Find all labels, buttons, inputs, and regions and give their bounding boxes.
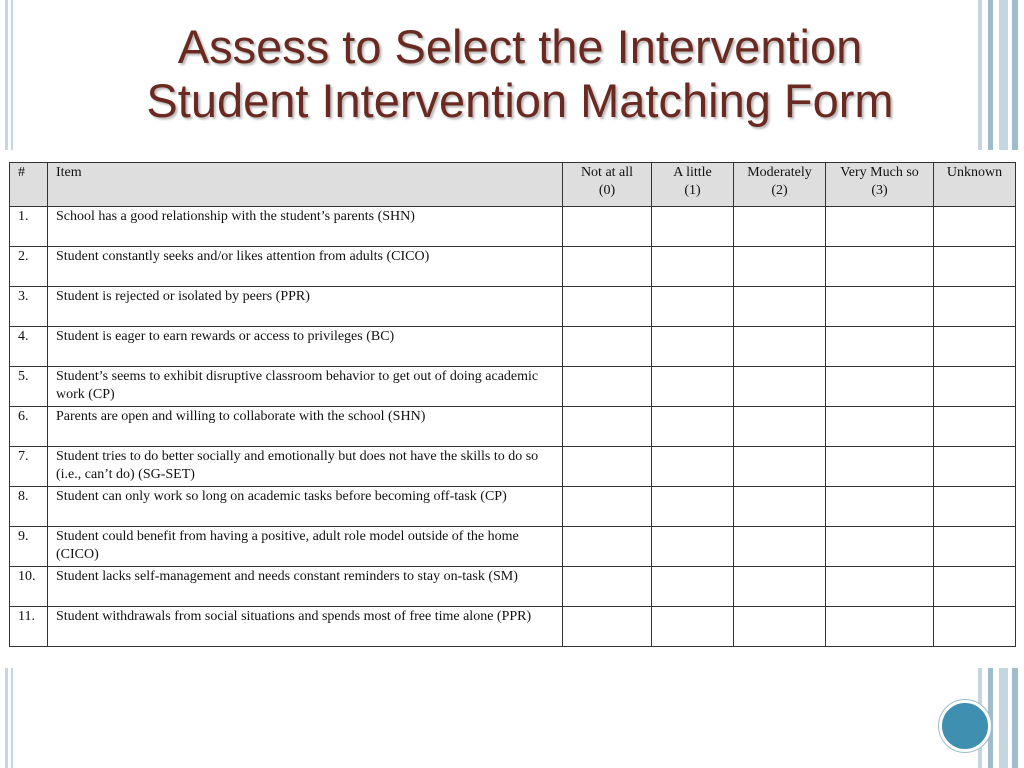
rating-cell-unknown[interactable] <box>934 527 1016 567</box>
row-number: 10. <box>10 567 48 607</box>
rating-cell-a-little[interactable] <box>652 527 734 567</box>
row-item-text: Student is rejected or isolated by peers (PPR) <box>48 287 563 327</box>
rating-cell-not-at-all[interactable] <box>563 527 652 567</box>
header-not-at-all <box>563 163 652 207</box>
rating-cell-moderately[interactable] <box>734 527 826 567</box>
rating-cell-very-much-so[interactable] <box>826 247 934 287</box>
rating-cell-a-little[interactable] <box>652 287 734 327</box>
rating-cell-not-at-all[interactable] <box>563 207 652 247</box>
rating-cell-unknown[interactable] <box>934 247 1016 287</box>
rating-cell-very-much-so[interactable] <box>826 327 934 367</box>
header-item: Item <box>48 163 563 207</box>
header-score: (0) <box>598 183 616 198</box>
slide-title-line-1: Assess to Select the Intervention <box>177 20 863 73</box>
header-very-much-so <box>826 163 934 207</box>
header-label: Unknown <box>946 165 1003 180</box>
rating-cell-not-at-all[interactable] <box>563 607 652 647</box>
row-item-text: School has a good relationship with the student’s parents (SHN) <box>48 207 563 247</box>
rating-cell-a-little[interactable] <box>652 487 734 527</box>
table-row <box>10 487 1016 527</box>
row-number: 3. <box>10 287 48 327</box>
rating-cell-not-at-all[interactable] <box>563 567 652 607</box>
rating-cell-unknown[interactable] <box>934 287 1016 327</box>
header-label: Not at all <box>580 165 634 180</box>
frame-bar <box>11 0 13 150</box>
rating-cell-not-at-all[interactable] <box>563 447 652 487</box>
row-item-text: Student is eager to earn rewards or access to privileges (BC) <box>48 327 563 367</box>
row-item-text: Student can only work so long on academic tasks before becoming off-task (CP) <box>48 487 563 527</box>
rating-cell-a-little[interactable] <box>652 207 734 247</box>
rating-cell-unknown[interactable] <box>934 207 1016 247</box>
row-number: 8. <box>10 487 48 527</box>
rating-cell-not-at-all[interactable] <box>563 407 652 447</box>
rating-cell-moderately[interactable] <box>734 367 826 407</box>
rating-cell-a-little[interactable] <box>652 367 734 407</box>
row-number: 6. <box>10 407 48 447</box>
row-number: 9. <box>10 527 48 567</box>
row-number: 4. <box>10 327 48 367</box>
rating-cell-unknown[interactable] <box>934 327 1016 367</box>
row-item-text: Student’s seems to exhibit disruptive classroom behavior to get out of doing academic work (CP) <box>48 367 563 407</box>
row-item-text: Parents are open and willing to collaborate with the school (SHN) <box>48 407 563 447</box>
rating-cell-a-little[interactable] <box>652 607 734 647</box>
table-row <box>10 527 1016 567</box>
header-score: (3) <box>871 183 888 198</box>
slide-title-line-2: Student Intervention Matching Form <box>146 74 894 127</box>
rating-cell-very-much-so[interactable] <box>826 527 934 567</box>
intervention-matching-table <box>9 162 1016 647</box>
table-row <box>10 207 1016 247</box>
rating-cell-unknown[interactable] <box>934 487 1016 527</box>
rating-cell-unknown[interactable] <box>934 607 1016 647</box>
rating-cell-not-at-all[interactable] <box>563 487 652 527</box>
frame-bar <box>1012 0 1018 150</box>
rating-cell-a-little[interactable] <box>652 567 734 607</box>
rating-cell-moderately[interactable] <box>734 327 826 367</box>
rating-cell-unknown[interactable] <box>934 567 1016 607</box>
rating-cell-moderately[interactable] <box>734 287 826 327</box>
rating-cell-a-little[interactable] <box>652 447 734 487</box>
row-number: 7. <box>10 447 48 487</box>
table-row <box>10 567 1016 607</box>
rating-cell-a-little[interactable] <box>652 327 734 367</box>
table-header-row <box>10 163 1016 207</box>
rating-cell-not-at-all[interactable] <box>563 287 652 327</box>
rating-cell-very-much-so[interactable] <box>826 487 934 527</box>
rating-cell-moderately[interactable] <box>734 487 826 527</box>
rating-cell-moderately[interactable] <box>734 407 826 447</box>
rating-cell-not-at-all[interactable] <box>563 247 652 287</box>
rating-cell-very-much-so[interactable] <box>826 407 934 447</box>
rating-cell-very-much-so[interactable] <box>826 567 934 607</box>
table-row <box>10 247 1016 287</box>
frame-bar <box>11 668 13 768</box>
table-row <box>10 447 1016 487</box>
row-item-text: Student withdrawals from social situations and spends most of free time alone (PPR) <box>48 607 563 647</box>
rating-cell-not-at-all[interactable] <box>563 367 652 407</box>
rating-cell-not-at-all[interactable] <box>563 327 652 367</box>
table-row <box>10 287 1016 327</box>
header-a-little <box>652 163 734 207</box>
rating-cell-very-much-so[interactable] <box>826 447 934 487</box>
header-number: # <box>10 163 48 207</box>
rating-cell-unknown[interactable] <box>934 447 1016 487</box>
header-label: A little <box>673 165 712 180</box>
header-moderately <box>734 163 826 207</box>
header-label: Moderately <box>747 165 812 180</box>
table-row <box>10 407 1016 447</box>
rating-cell-moderately[interactable] <box>734 247 826 287</box>
rating-cell-very-much-so[interactable] <box>826 607 934 647</box>
row-number: 11. <box>10 607 48 647</box>
rating-cell-unknown[interactable] <box>934 367 1016 407</box>
frame-bar <box>5 668 8 768</box>
row-item-text: Student constantly seeks and/or likes attention from adults (CICO) <box>48 247 563 287</box>
row-number: 2. <box>10 247 48 287</box>
rating-cell-a-little[interactable] <box>652 407 734 447</box>
header-unknown <box>934 163 1016 207</box>
row-item-text: Student lacks self-management and needs constant reminders to stay on-task (SM) <box>48 567 563 607</box>
header-label: Very Much so <box>840 165 919 180</box>
row-item-text: Student could benefit from having a positive, adult role model outside of the home (CICO) <box>48 527 563 567</box>
header-score: (2) <box>771 183 788 198</box>
slide-title <box>40 20 1000 128</box>
rating-cell-moderately[interactable] <box>734 447 826 487</box>
row-number: 1. <box>10 207 48 247</box>
table-row <box>10 327 1016 367</box>
frame-bar <box>999 0 1008 150</box>
rating-cell-unknown[interactable] <box>934 407 1016 447</box>
decorative-circle <box>939 700 991 752</box>
frame-bar <box>1012 668 1018 768</box>
header-score: (1) <box>684 183 701 198</box>
table-row <box>10 607 1016 647</box>
frame-bar <box>5 0 8 150</box>
rating-cell-very-much-so[interactable] <box>826 207 934 247</box>
frame-bar <box>999 668 1008 768</box>
rating-cell-a-little[interactable] <box>652 247 734 287</box>
row-item-text: Student tries to do better socially and emotionally but does not have the skills to do so (i.e., can’t do) (SG-SET) <box>48 447 563 487</box>
row-number: 5. <box>10 367 48 407</box>
rating-cell-very-much-so[interactable] <box>826 287 934 327</box>
rating-cell-moderately[interactable] <box>734 607 826 647</box>
rating-cell-very-much-so[interactable] <box>826 367 934 407</box>
rating-cell-moderately[interactable] <box>734 207 826 247</box>
table-row <box>10 367 1016 407</box>
rating-cell-moderately[interactable] <box>734 567 826 607</box>
